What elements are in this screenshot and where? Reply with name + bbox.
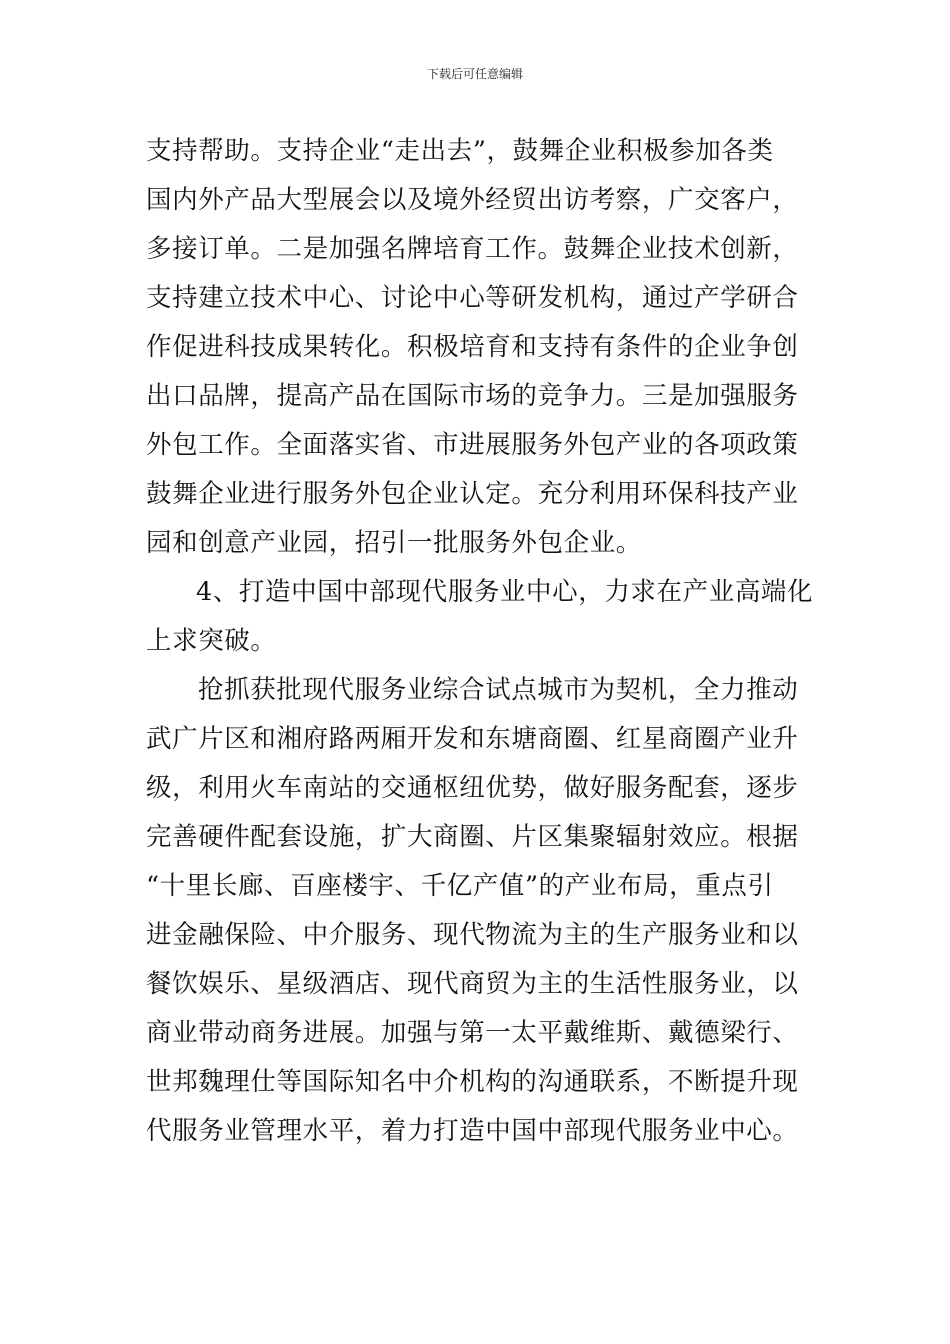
section-heading: 4、打造中国中部现代服务业中心，力求在产业高端化 bbox=[196, 577, 814, 607]
text-line: 出口品牌，提高产品在国际市场的竞争力。三是加强服务 bbox=[146, 381, 799, 411]
text-line: 支持帮助。支持企业“走出去”，鼓舞企业积极参加各类 bbox=[146, 136, 774, 166]
text-line: 国内外产品大型展会以及境外经贸出访考察，广交客户， bbox=[146, 185, 799, 215]
text-line: 完善硬件配套设施，扩大商圈、片区集聚辐射效应。根据 bbox=[146, 822, 799, 852]
text-line: 武广片区和湘府路两厢开发和东塘商圈、红星商圈产业升 bbox=[146, 724, 799, 754]
text-line: 进金融保险、中介服务、现代物流为主的生产服务业和以 bbox=[146, 920, 799, 950]
text-line: 级，利用火车南站的交通枢纽优势，做好服务配套，逐步 bbox=[146, 773, 799, 803]
text-line: 商业带动商务进展。加强与第一太平戴维斯、戴德梁行、 bbox=[146, 1018, 799, 1048]
text-line: 支持建立技术中心、讨论中心等研发机构，通过产学研合 bbox=[146, 283, 799, 313]
paragraph-start: 抢抓获批现代服务业综合试点城市为契机，全力推动 bbox=[198, 675, 799, 705]
document-body bbox=[146, 127, 826, 1156]
text-line: 代服务业管理水平，着力打造中国中部现代服务业中心。 bbox=[146, 1116, 799, 1146]
text-line: 鼓舞企业进行服务外包企业认定。充分利用环保科技产业 bbox=[146, 479, 799, 509]
text-line: 园和创意产业园，招引一批服务外包企业。 bbox=[146, 528, 642, 558]
page-header: 下载后可任意编辑 bbox=[426, 67, 523, 81]
text-line: 餐饮娱乐、星级酒店、现代商贸为主的生活性服务业，以 bbox=[146, 969, 799, 999]
text-line: 世邦魏理仕等国际知名中介机构的沟通联系，不断提升现 bbox=[146, 1067, 799, 1097]
text-line: “十里长廊、百座楼宇、千亿产值”的产业布局，重点引 bbox=[146, 871, 774, 901]
text-line: 作促进科技成果转化。积极培育和支持有条件的企业争创 bbox=[146, 332, 799, 362]
text-line: 多接订单。二是加强名牌培育工作。鼓舞企业技术创新， bbox=[146, 234, 799, 264]
text-line: 外包工作。全面落实省、市进展服务外包产业的各项政策 bbox=[146, 430, 799, 460]
section-heading-continuation: 上求突破。 bbox=[146, 626, 277, 656]
